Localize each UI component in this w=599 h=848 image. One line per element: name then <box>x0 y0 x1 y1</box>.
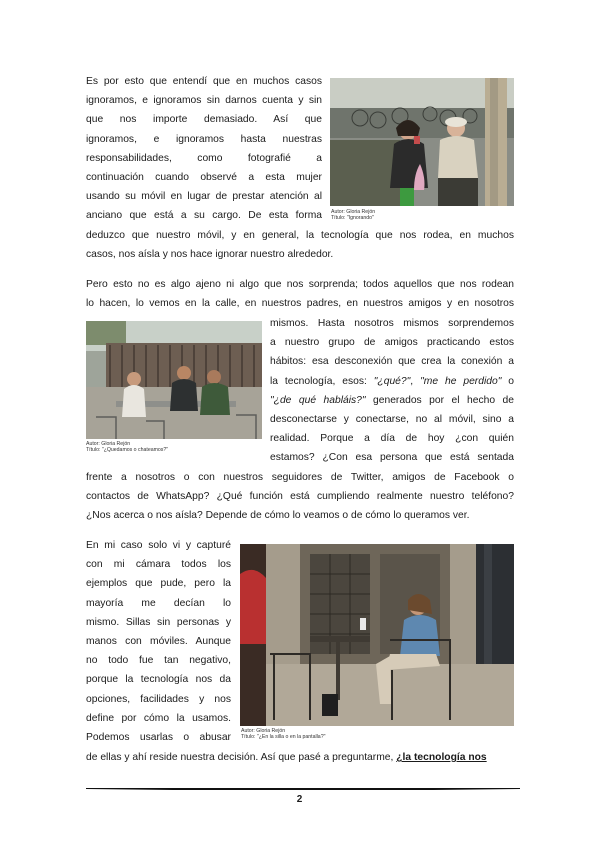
caption-title: Título: "Ignorando" <box>331 215 374 222</box>
text-line: manos con móviles. Aunque <box>86 636 231 648</box>
photo-woman-in-chair <box>240 544 514 726</box>
text-line: contactos de WhatsApp? ¿Qué función está cumpliendo realmente nuestro teléfono? <box>86 491 514 503</box>
text-line: con mi cámara todos los <box>86 559 231 571</box>
photo-friends-on-terrace <box>86 321 262 439</box>
photo-woman-in-chair-image <box>240 544 514 726</box>
text-line: a nuestro grupo de amigos practicando estos <box>270 337 514 349</box>
text-line: ignoramos, e ignoramos sin darnos cuenta y sin <box>86 95 322 107</box>
caption-author: Autor: Gloria Rejón <box>331 209 376 215</box>
text-line: que nos importe demasiado. Así que <box>86 114 322 126</box>
text-line: Es por esto que entendí que en muchos casos <box>86 76 322 87</box>
text-segment: de ellas y ahí reside nuestra decisión. Así que pasé a preguntarme, <box>86 752 397 763</box>
text-line: opciones, facilidades y nos <box>86 693 231 705</box>
paragraph-1 <box>86 72 322 226</box>
photo-friends-on-terrace-image <box>86 321 262 439</box>
text-line: lo hacen, lo vemos en la calle, en nuestros padres, en nuestros amigos y en nosotros <box>86 298 514 310</box>
text-line: deduzco que nuestro móvil, y en general, la tecnología que nos rodea, en muchos <box>86 230 514 241</box>
page-number: 2 <box>296 794 303 805</box>
caption-author: Autor: Gloria Rejón <box>86 441 131 447</box>
text-segment: o <box>501 375 515 387</box>
paragraph-1-continued <box>86 226 514 264</box>
photo-1-caption <box>331 209 375 222</box>
paragraph-3-side <box>86 536 231 747</box>
text-line: hábitos: esa desconexión que crea la conexión a <box>270 356 514 368</box>
text-line: Pero esto no es algo ajeno ni algo que nos sorprenda; todos aquellos que nos rodean <box>86 279 514 290</box>
caption-title: Título: "¿En la silla o en la pantalla?" <box>241 734 326 741</box>
caption-title: Título: "¿Quedamos o chateamos?" <box>86 447 169 454</box>
bold-question: ¿la tecnología nos <box>396 752 487 763</box>
text-line: usando su móvil en lugar de prestar atención al <box>86 191 322 203</box>
paragraph-2-bottom <box>86 468 514 526</box>
caption-author: Autor: Gloria Rejón <box>241 728 286 734</box>
quote-me-he-perdido: "me he perdido" <box>420 375 502 387</box>
text-line: casos, nos aísla y nos hace ignorar nuestro alrededor. <box>86 249 334 261</box>
text-line: mayoría me decían lo <box>86 597 231 609</box>
text-line: desconectarse y conectarse, no al móvil, sino a <box>270 414 514 426</box>
text-line: ejemplos que pude, pero la <box>86 578 231 590</box>
text-segment: generados por el hecho de <box>365 394 514 406</box>
text-line: responsabilidades, como fotografié a <box>86 152 322 164</box>
photo-3-caption <box>241 728 325 741</box>
paragraph-2-top <box>86 275 514 313</box>
footer-divider <box>86 788 520 790</box>
paragraph-2-side <box>270 314 514 468</box>
text-line: mismos. Hasta nosotros mismos sorprendemos <box>270 318 514 329</box>
text-line: porque la tecnología nos da <box>86 674 231 686</box>
text-line: define por cómo la usamos. <box>86 712 231 724</box>
text-line: anciano que está a su cargo. De esta forma <box>86 210 322 222</box>
quote-de-que-hablais: "¿de qué habláis?" <box>270 394 366 406</box>
photo-woman-with-phone-image <box>330 78 514 206</box>
photo-2-caption <box>86 441 168 454</box>
text-line <box>270 391 514 410</box>
text-line: En mi caso solo vi y capturé <box>86 540 231 551</box>
text-line: ¿Nos acerca o nos aísla? Depende de cómo lo veamos o de cómo lo queramos ver. <box>86 510 470 522</box>
photo-woman-with-phone <box>330 78 514 206</box>
text-line: Podemos usarlas o abusar <box>86 732 231 744</box>
text-line: frente a nosotros o con nuestros seguidores de Twitter, amigos de Facebook o <box>86 472 514 483</box>
text-line: realidad. Porque a día de hoy ¿con quién <box>270 433 514 445</box>
text-line: mismo. Sillas sin personas y <box>86 616 231 628</box>
text-line: estamos? ¿Con esa persona que está sentada <box>270 452 514 464</box>
text-line <box>86 748 514 767</box>
text-line: no todo fue tan negativo, <box>86 655 231 667</box>
text-segment: la tecnología, esos: <box>270 375 374 387</box>
quote-que: "¿qué?" <box>373 375 411 387</box>
paragraph-3-last <box>86 748 514 767</box>
text-line: la tecnología, esos: "¿qué?", "me he perdido" o <box>270 375 515 387</box>
text-line: continuación cuando observé a esta mujer <box>86 172 322 184</box>
text-line: ignoramos, e ignoramos hasta nuestras <box>86 133 322 145</box>
